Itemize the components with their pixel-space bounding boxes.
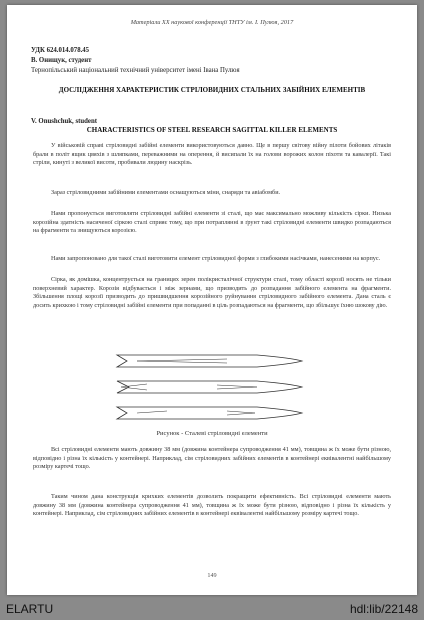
repository-name: ELARTU — [6, 602, 54, 616]
author-ua: В. Онищук, студент — [31, 57, 92, 64]
footer-bar — [0, 598, 424, 620]
handle-id: hdl:lib/22148 — [349, 602, 418, 616]
affiliation: Тернопільський національний технічний університет імені Івана Пулюя — [31, 67, 240, 74]
paragraph-5: Сірка, як домішка, концентрується на границях зерен полікристалічної структури сталі, тому області корозії носять не тільки поверхневий характер. Корозія відбувається і між зернами, що призводить до розпадання забійного елемента на фрагменти. Збільшення площі корозії призводить до пришвидшення корозійного руйнування стріловидного забійного елемента. Дана сталь є досить крихкою і тому стріловидні забійні елементи при попаданні в ціль розпадаються на фрагменти, що збільшує їхню шокову дію. — [33, 276, 391, 309]
document-page — [7, 5, 417, 595]
udc-code: УДК 624.014.078.45 — [31, 47, 90, 54]
author-en: V. Onushchuk, student — [31, 118, 97, 125]
arrow-element-3 — [117, 407, 302, 419]
paragraph-2: Зараз стріловидними забійними елементами оснащуються міни, снаряди та авіабомби. — [51, 189, 281, 196]
title-ua: ДОСЛІДЖЕННЯ ХАРАКТЕРИСТИК СТРІЛОВИДНИХ СТАЛЬНИХ ЗАБІЙНИХ ЕЛЕМЕНТІВ — [58, 86, 366, 94]
paragraph-6: Всі стріловидні елементи мають довжину 38 мм (довжина контейнера супроводження 41 мм), товщина ж їх може бути різною, відповідно і різна їх кількість у контейнері. Наприклад, сім стріловидних забійних елементів в контейнері еквівалентні найбільшому розміру картечі тощо. — [33, 446, 391, 471]
arrow-element-2 — [117, 381, 302, 393]
running-header: Матеріали XX наукової конференції ТНТУ ім. І. Пулюя, 2017 — [130, 19, 294, 26]
page-number: 149 — [207, 572, 217, 579]
paragraph-4: Нами запропоновано для такої сталі виготовити елемент стріловидної форми з глибокими насічками, нанесеними на корпус. — [51, 255, 381, 262]
paragraph-1: У військовій справі стріловидні забійні елементи використовуються давно. Ще в першу світову війну пілоти бойових літаків брали в політ ящик цвяхів з шляпками, переважними на оперення, й висипали їх на голови ворожих колон піхоти та кавалерії. Такі стріли, кинуті з великої висоти, пробивали людину наскрізь. — [33, 142, 391, 167]
paragraph-3: Нами пропонується виготовляти стріловидні забійні елементи зі сталі, що має максимально можливу кількість сірки. Низька корозійна здатність насиченої сіркою сталі сприяє тому, що при потраплянні в ґрунт такі стріловидні елементи швидко розпадаються на фрагменти та знищуються корозією. — [33, 210, 391, 235]
paragraph-7: Таким чином дана конструкція крихких елементів дозволить покращити ефективність. Всі стріловидні елементи мають довжину 38 мм (довжина контейнера супроводження 41 мм), товщина ж їх може бути різною, відповідно і різна їх кількість у контейнері. Наприклад, сім стріловидних забійних елементів в контейнері еквівалентні найбільшому розміру картечі тощо. — [33, 493, 391, 518]
arrow-elements-figure — [107, 343, 307, 425]
title-en: CHARACTERISTICS OF STEEL RESEARCH SAGITTAL KILLER ELEMENTS — [86, 126, 338, 134]
figure-caption: Рисунок - Сталеві стріловидні елементи — [156, 430, 268, 437]
